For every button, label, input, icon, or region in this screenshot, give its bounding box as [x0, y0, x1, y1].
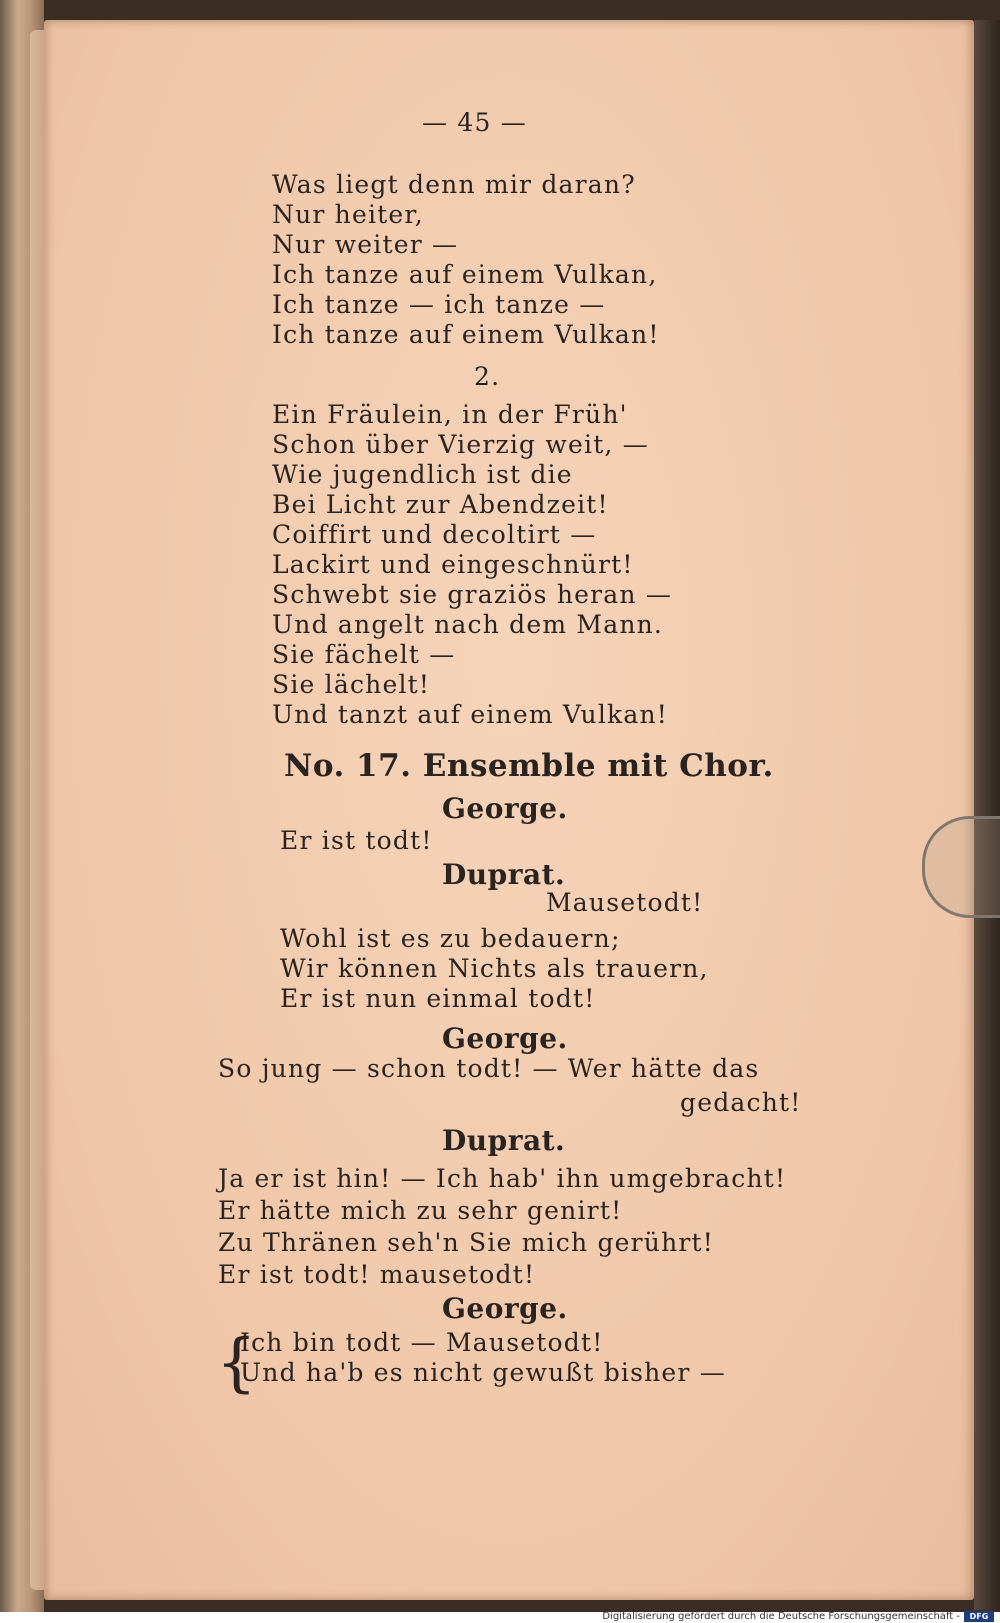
- verse-line: Bei Licht zur Abendzeit!: [272, 490, 609, 519]
- verse-line: Coiffirt und decoltirt —: [272, 520, 597, 549]
- dfg-logo: DFG: [964, 1611, 994, 1622]
- speaker-george: George.: [442, 1022, 568, 1055]
- verse-line: Ich tanze — ich tanze —: [272, 290, 606, 319]
- dialogue-line: So jung — schon todt! — Wer hätte das: [218, 1054, 760, 1083]
- dialogue-line: gedacht!: [680, 1088, 802, 1117]
- dialogue-line: Wir können Nichts als trauern,: [280, 954, 709, 983]
- verse-line: Und angelt nach dem Mann.: [272, 610, 664, 639]
- verse-line: Sie lächelt!: [272, 670, 431, 699]
- speaker-george: George.: [442, 792, 568, 825]
- verse-line: Ich tanze auf einem Vulkan,: [272, 260, 658, 289]
- dialogue-line: Ich bin todt — Mausetodt!: [240, 1328, 604, 1357]
- dialogue-line: Wohl ist es zu bedauern;: [280, 924, 621, 953]
- dialogue-line: Zu Thränen seh'n Sie mich gerührt!: [218, 1228, 715, 1257]
- verse-line: Lackirt und eingeschnürt!: [272, 550, 634, 579]
- verse-line: Sie fächelt —: [272, 640, 456, 669]
- dialogue-line: Er ist todt! mausetodt!: [218, 1260, 536, 1289]
- dialogue-line: Er ist nun einmal todt!: [280, 984, 596, 1013]
- dialogue-line: Und ha'b es nicht gewußt bisher —: [240, 1358, 726, 1387]
- verse-line: Nur weiter —: [272, 230, 459, 259]
- speaker-duprat: Duprat.: [442, 1124, 566, 1157]
- footer-credit: Digitalisierung gefördert durch die Deutsche Forschungsgemeinschaft -: [602, 1611, 960, 1622]
- dialogue-line: Er hätte mich zu sehr genirt!: [218, 1196, 623, 1225]
- dialogue-line: Mausetodt!: [546, 888, 704, 917]
- dialogue-line: Ja er ist hin! — Ich hab' ihn umgebracht!: [218, 1164, 787, 1193]
- page-number: — 45 —: [422, 108, 527, 137]
- verse-line: Ich tanze auf einem Vulkan!: [272, 320, 660, 349]
- stanza-number: 2.: [474, 362, 501, 391]
- dialogue-line: Er ist todt!: [280, 826, 433, 855]
- verse-line: Schwebt sie graziös heran —: [272, 580, 673, 609]
- speaker-george: George.: [442, 1292, 568, 1325]
- verse-line: Schon über Vierzig weit, —: [272, 430, 649, 459]
- brace-mark: {: [216, 1326, 257, 1400]
- verse-line: Und tanzt auf einem Vulkan!: [272, 700, 669, 729]
- verse-line: Wie jugendlich ist die: [272, 460, 573, 489]
- verse-line: Was liegt denn mir daran?: [272, 170, 636, 199]
- section-title: No. 17. Ensemble mit Chor.: [284, 748, 774, 784]
- verse-line: Nur heiter,: [272, 200, 424, 229]
- verse-line: Ein Fräulein, in der Früh': [272, 400, 628, 429]
- right-page-edge: [974, 20, 1000, 1610]
- speaker-duprat: Duprat.: [442, 858, 566, 891]
